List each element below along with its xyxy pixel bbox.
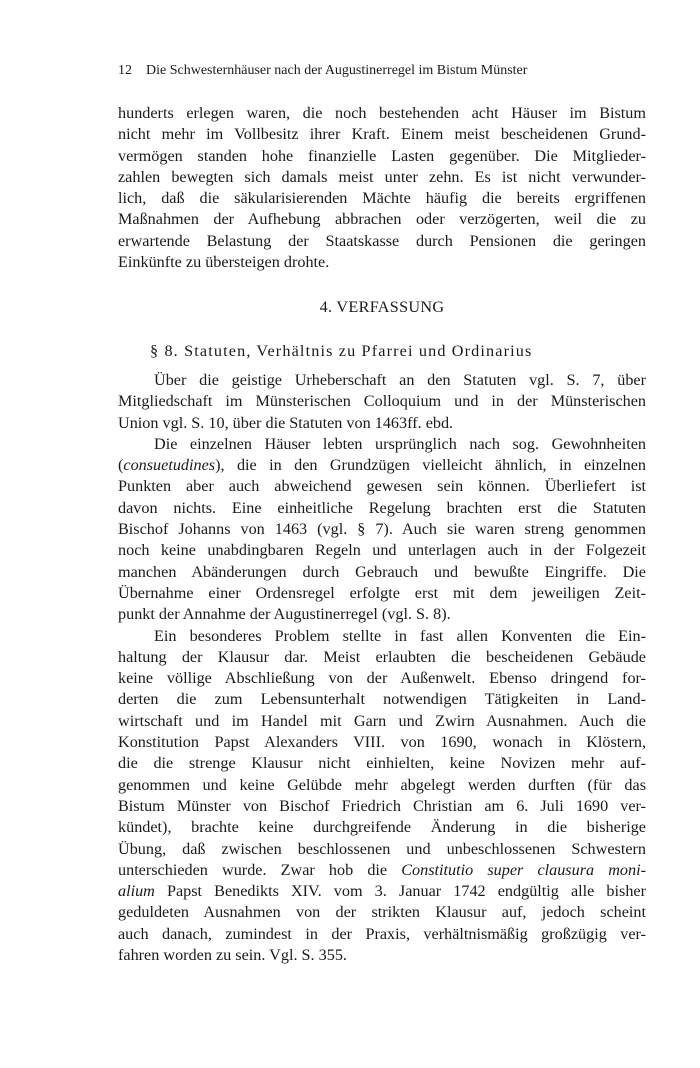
text-line: Konstitution Papst Alexanders VIII. von 1690, wonach in Klöstern,	[118, 733, 646, 752]
subsection-heading: § 8. Statuten, Verhältnis zu Pfarrei und Ordinarius	[150, 341, 533, 360]
paragraph-statutes	[118, 370, 646, 434]
text-line	[118, 881, 646, 902]
paragraph-enclosure	[118, 626, 646, 967]
text-run: (	[118, 456, 124, 475]
book-page	[118, 62, 646, 966]
running-head	[118, 62, 646, 80]
text-line: Maßnahmen der Aufhebung abbrachen oder verzögerten, weil die zu	[118, 210, 646, 229]
text-line: nicht mehr im Vollbesitz ihrer Kraft. Einem meist bescheidenen Grund-	[118, 125, 646, 144]
text-line: erwartende Belastung der Staatskasse durch Pensionen die geringen	[118, 231, 646, 250]
text-line: genommen und keine Gelübde mehr abgelegt werden durften (für das	[118, 775, 646, 794]
italic-title: Constitutio super clausura moni-	[401, 860, 646, 879]
section-heading: 4. VERFASSUNG	[319, 298, 445, 317]
text-line: Übung, daß zwischen beschlossenen und unbeschlossenen Schwestern	[118, 839, 646, 858]
text-line: lich, daß die säkularisierenden Mächte häufig die bereits ergriffenen	[118, 189, 646, 208]
running-title: Die Schwesternhäuser nach der Augustinerregel im Bistum Münster	[146, 63, 528, 78]
text-line: manchen Abänderungen durch Gebrauch und bewußte Eingriffe. Die	[118, 562, 646, 581]
page-number: 12	[118, 63, 132, 78]
text-line	[118, 455, 646, 476]
text-run: Papst Benedikts XIV. vom 3. Januar 1742 endgültig alle bisher	[154, 882, 646, 901]
text-line: noch keine unabdingbaren Regeln und unterlagen auch in der Folgezeit	[118, 541, 646, 560]
italic-term: consuetudines	[123, 456, 216, 475]
text-run: unterschieden wurde. Zwar hob die	[118, 860, 402, 879]
italic-title: alium	[118, 882, 155, 901]
text-line: Bischof Johanns von 1463 (vgl. § 7). Auch sie waren streng genommen	[118, 520, 646, 539]
text-line	[118, 860, 646, 881]
text-line: Bistum Münster von Bischof Friedrich Christian am 6. Juli 1690 ver-	[118, 796, 646, 815]
text-line: Die einzelnen Häuser lebten ursprünglich nach sog. Gewohnheiten	[154, 434, 646, 453]
text-line: geduldeten Ausnahmen von der strikten Klausur auf, jedoch scheint	[118, 903, 646, 922]
text-line: derten die zum Lebensunterhalt notwendigen Tätigkeiten in Land-	[118, 690, 646, 709]
text-line: keine völlige Abschließung von der Außenwelt. Ebenso dringend for-	[118, 669, 646, 688]
text-line: Übernahme einer Ordensregel erfolgte erst mit dem jeweiligen Zeit-	[118, 583, 646, 602]
paragraph-continuation	[118, 103, 646, 273]
text-line: Über die geistige Urheberschaft an den Statuten vgl. S. 7, über	[154, 370, 646, 389]
text-line: die die strenge Klausur nicht einhielten, keine Novizen mehr auf-	[118, 754, 646, 773]
text-line: kündet), brachte keine durchgreifende Änderung in die bisherige	[118, 818, 646, 837]
paragraph-customs	[118, 434, 646, 626]
text-line: davon nichts. Eine einheitliche Regelung brachten erst die Statuten	[118, 498, 646, 517]
text-line: Ein besonderes Problem stellte in fast allen Konventen die Ein-	[154, 626, 646, 645]
text-line: hunderts erlegen waren, die noch bestehenden acht Häuser im Bistum	[118, 104, 646, 122]
text-run: ), die in den Grundzügen vielleicht ähnlich, in einzelnen	[215, 456, 646, 475]
text-line: zahlen bewegten sich damals meist unter zehn. Es ist nicht verwunder-	[118, 167, 646, 186]
text-line: Mitgliedschaft im Münsterischen Colloquium und in der Münsterischen	[118, 392, 646, 411]
text-line: Union vgl. S. 10, über die Statuten von 1463ff. ebd.	[118, 413, 454, 432]
text-line: wirtschaft und im Handel mit Garn und Zwirn Ausnahmen. Auch die	[118, 711, 646, 730]
text-line: vermögen standen hohe finanzielle Lasten gegenüber. Die Mitglieder-	[118, 146, 646, 165]
text-line: Punkten aber auch abweichend gewesen sein können. Überliefert ist	[118, 477, 646, 496]
text-line: Einkünfte zu übersteigen drohte.	[118, 253, 330, 272]
text-line: haltung der Klausur dar. Meist erlaubten die bescheidenen Gebäude	[118, 647, 646, 666]
text-line: punkt der Annahme der Augustinerregel (vgl. S. 8).	[118, 605, 451, 624]
text-line: fahren worden zu sein. Vgl. S. 355.	[118, 945, 347, 964]
text-line: auch danach, zumindest in der Praxis, verhältnismäßig großzügig ver-	[118, 924, 646, 943]
